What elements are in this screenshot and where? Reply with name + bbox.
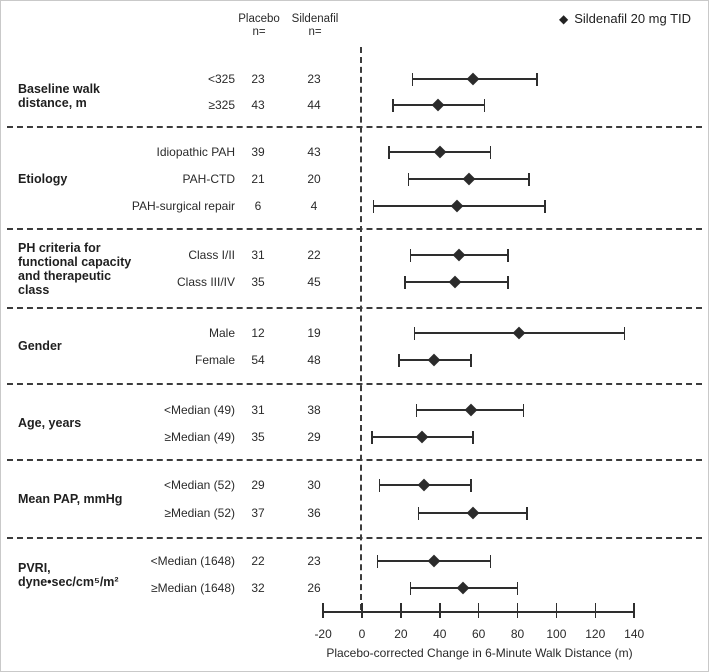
axis-tick (361, 603, 363, 618)
group-label-line: Etiology (18, 172, 68, 186)
ci-cap-right (528, 173, 530, 186)
estimate-diamond (463, 173, 476, 186)
subgroup-label: PAH-surgical repair (131, 199, 235, 213)
ci-cap-right (507, 249, 509, 262)
ci-cap-left (404, 276, 406, 289)
axis-tick-label: 140 (624, 627, 645, 641)
placebo-n: 23 (251, 72, 265, 86)
axis-tick-label: 100 (546, 627, 567, 641)
axis-tick (478, 603, 480, 618)
sildenafil-n: 48 (307, 353, 321, 367)
sildenafil-n: 4 (310, 199, 318, 213)
estimate-diamond (466, 507, 479, 520)
axis-tick-label: 20 (394, 627, 408, 641)
subgroup-label: PAH-CTD (182, 172, 235, 186)
plot-layer (1, 1, 709, 672)
group-label-line: Age, years (18, 416, 82, 430)
sildenafil-n: 38 (307, 403, 321, 417)
sildenafil-n: 23 (307, 554, 321, 568)
ci-cap-right (523, 404, 525, 417)
placebo-n: 31 (251, 403, 265, 417)
placebo-n: 32 (251, 581, 265, 595)
ci-cap-right (470, 479, 472, 492)
estimate-diamond (418, 479, 431, 492)
subgroup-label: Class III/IV (176, 275, 235, 289)
subgroup-label: ≥Median (1648) (151, 581, 235, 595)
group-label-line: dyne•sec/cm⁵/m² (18, 575, 119, 589)
group-label-line: Gender (18, 339, 62, 353)
subgroup-label: <325 (207, 72, 235, 86)
sildenafil-n: 22 (307, 248, 321, 262)
ci-cap-left (410, 249, 412, 262)
legend-label: Sildenafil 20 mg TID (574, 11, 692, 26)
ci-cap-right (544, 200, 546, 213)
ci-cap-right (526, 507, 528, 520)
sildenafil-n: 36 (307, 506, 321, 520)
subgroup-label: <Median (49) (163, 403, 235, 417)
ci-cap-left (398, 354, 400, 367)
sildenafil-n: 26 (307, 581, 321, 595)
placebo-n: 12 (251, 326, 265, 340)
axis-tick-label: -20 (314, 627, 332, 641)
ci-cap-left (373, 200, 375, 213)
axis-tick (633, 603, 635, 618)
axis-tick-label: 120 (585, 627, 606, 641)
group-label-line: and therapeutic (18, 269, 112, 283)
estimate-diamond (464, 404, 477, 417)
estimate-diamond (457, 582, 470, 595)
ci-cap-right (517, 582, 519, 595)
placebo-n: 22 (251, 554, 265, 568)
axis-tick (595, 603, 597, 618)
axis-tick (322, 603, 324, 618)
ci-cap-left (377, 555, 379, 568)
placebo-n: 29 (251, 478, 265, 492)
group-label-line: PVRI, (18, 561, 51, 575)
group-separator (7, 126, 702, 128)
sildenafil-n: 19 (307, 326, 321, 340)
ci-cap-right (484, 99, 486, 112)
ci-cap-right (624, 327, 626, 340)
ci-cap-right (536, 73, 538, 86)
sildenafil-n: 29 (307, 430, 321, 444)
estimate-diamond (466, 73, 479, 86)
subgroup-label: ≥325 (208, 98, 235, 112)
placebo-column-n-label: n= (252, 26, 266, 38)
estimate-diamond (428, 555, 441, 568)
group-label (18, 492, 122, 506)
axis-tick-label: 80 (510, 627, 525, 641)
estimate-diamond (451, 200, 464, 213)
subgroup-label: Female (194, 353, 235, 367)
subgroup-label: <Median (52) (163, 478, 235, 492)
subgroup-label: <Median (1648) (150, 554, 235, 568)
placebo-n: 39 (251, 145, 265, 159)
group-label-line: distance, m (18, 96, 87, 110)
axis-tick-label: 40 (433, 627, 447, 641)
group-label-line: class (18, 283, 50, 297)
group-label-line: functional capacity (18, 255, 132, 269)
ci-cap-left (379, 479, 381, 492)
ci-cap-right (507, 276, 509, 289)
x-axis-title: Placebo-corrected Change in 6-Minute Walk Distance (m) (326, 646, 633, 660)
subgroup-label: Male (208, 326, 235, 340)
ci-cap-left (410, 582, 412, 595)
placebo-n: 43 (251, 98, 265, 112)
sildenafil-n: 45 (307, 275, 321, 289)
placebo-n: 31 (251, 248, 265, 262)
axis-tick (439, 603, 441, 618)
estimate-diamond (449, 276, 462, 289)
diamond-icon: ◆ (559, 11, 569, 26)
ci-cap-left (408, 173, 410, 186)
estimate-diamond (513, 327, 526, 340)
subgroup-label: Idiopathic PAH (156, 145, 235, 159)
group-label-line: Mean PAP, mmHg (18, 492, 123, 506)
placebo-n: 37 (251, 506, 265, 520)
group-label-line: PH criteria for (18, 241, 101, 255)
ci-cap-left (414, 327, 416, 340)
ci-cap-left (416, 404, 418, 417)
ci-cap-left (418, 507, 420, 520)
placebo-n: 35 (251, 275, 265, 289)
subgroup-label: ≥Median (52) (164, 506, 235, 520)
group-label (18, 339, 62, 353)
placebo-n: 6 (254, 199, 262, 213)
ci-cap-left (392, 99, 394, 112)
group-separator (7, 383, 702, 385)
ci-cap-left (412, 73, 414, 86)
estimate-diamond (433, 146, 446, 159)
sildenafil-n: 30 (307, 478, 321, 492)
placebo-column-title: Placebo (238, 13, 280, 25)
placebo-n: 21 (251, 172, 265, 186)
ci-cap-left (388, 146, 390, 159)
sildenafil-column-n-label: n= (308, 26, 322, 38)
group-separator (7, 459, 702, 461)
axis-tick (556, 603, 558, 618)
axis-tick-label: 60 (471, 627, 486, 641)
estimate-diamond (416, 431, 429, 444)
subgroup-label: ≥Median (49) (164, 430, 235, 444)
axis-tick-label: 0 (358, 627, 366, 641)
sildenafil-n: 44 (307, 98, 321, 112)
ci-cap-left (371, 431, 373, 444)
group-separator (7, 228, 702, 230)
sildenafil-n: 23 (307, 72, 321, 86)
ci-cap-right (490, 555, 492, 568)
axis-tick (400, 603, 402, 618)
group-label (18, 416, 81, 430)
ci-cap-right (472, 431, 474, 444)
group-separator (7, 307, 702, 309)
sildenafil-n: 43 (307, 145, 321, 159)
placebo-n: 35 (251, 430, 265, 444)
estimate-diamond (431, 99, 444, 112)
sildenafil-column-title: Sildenafil (291, 13, 339, 25)
group-separator (7, 537, 702, 539)
ci-cap-right (490, 146, 492, 159)
estimate-diamond (428, 354, 441, 367)
axis-tick (517, 603, 519, 618)
estimate-diamond (453, 249, 466, 262)
sildenafil-n: 20 (307, 172, 321, 186)
subgroup-label: Class I/II (188, 248, 235, 262)
ci-cap-right (470, 354, 472, 367)
placebo-n: 54 (251, 353, 265, 367)
group-label-line: Baseline walk (18, 82, 100, 96)
